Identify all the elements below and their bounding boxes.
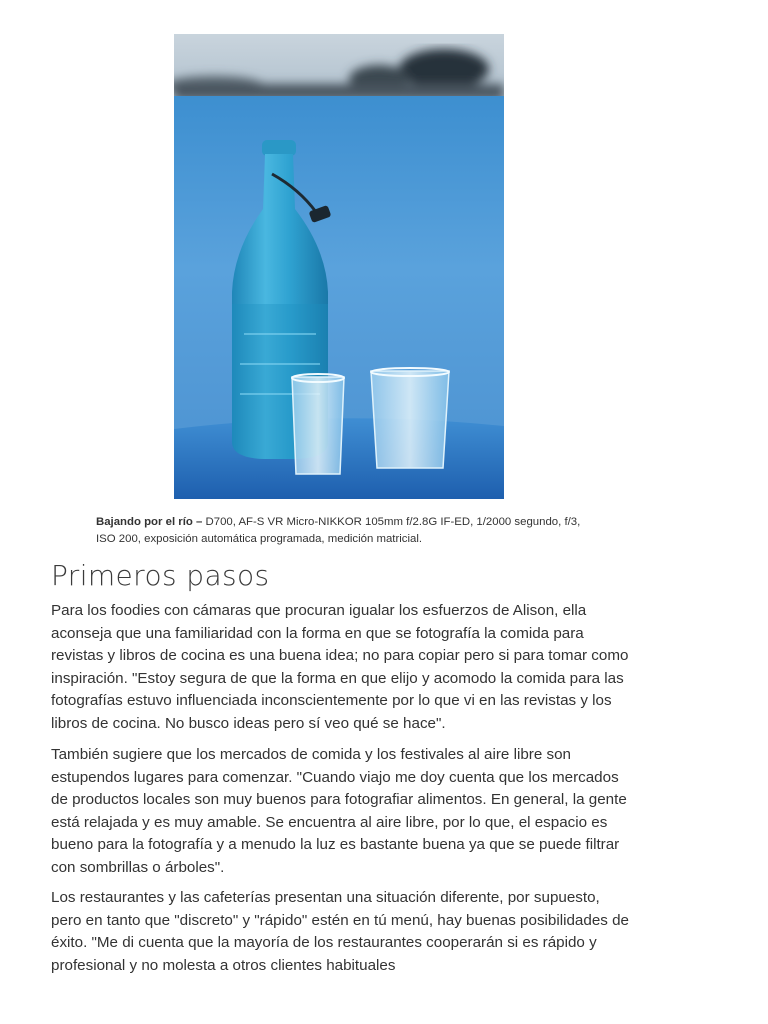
photo-caption (96, 514, 596, 548)
glass-icon-right (371, 368, 449, 468)
paragraph: También sugiere que los mercados de comida y los festivales al aire libre son estupendos lugares para comenzar. "Cuando viajo me doy cuenta que los mercados de productos locales son muy buenos para fotografiar alimentos. En general, la gente está relajada y es muy amable. Se encuentra al aire libre, por lo que, el espacio es bueno para la fotografía y a menudo la luz es bastante buena ya que se puede filtrar con sombrillas o árboles". (51, 746, 627, 876)
glass-icon-left (292, 374, 344, 474)
caption-text: D700, AF-S VR Micro-NIKKOR 105mm f/2.8G IF-ED, 1/2000 segundo, f/3, ISO 200, exposición automática programada, medición matricial. (96, 516, 581, 545)
caption-title: Bajando por el río – (96, 516, 203, 528)
section-heading: Primeros pasos (51, 559, 270, 592)
paragraph: Los restaurantes y las cafeterías presentan una situación diferente, por supuesto, pero en tanto que "discreto" y "rápido" estén en tú menú, hay buenas posibilidades de éxito. "Me di cuenta que la mayoría de los restaurantes cooperarán si es rápido y profesional y no molesta a otros clientes habituales (51, 889, 629, 974)
photo-blue-bottle-and-glasses (174, 34, 504, 499)
paragraph: Para los foodies con cámaras que procuran igualar los esfuerzos de Alison, ella aconseja que una familiaridad con la forma en que se fotografía la comida para revistas y libros de cocina es una buena idea; no para copiar pero si para tomar como inspiración. "Estoy segura de que la forma en que elijo y acomodo la comida para las fotografías estuvo influenciada inconscientemente por lo que vi en las revistas y los libros de cocina. No busco ideas pero sí veo qué se hace". (51, 602, 629, 732)
